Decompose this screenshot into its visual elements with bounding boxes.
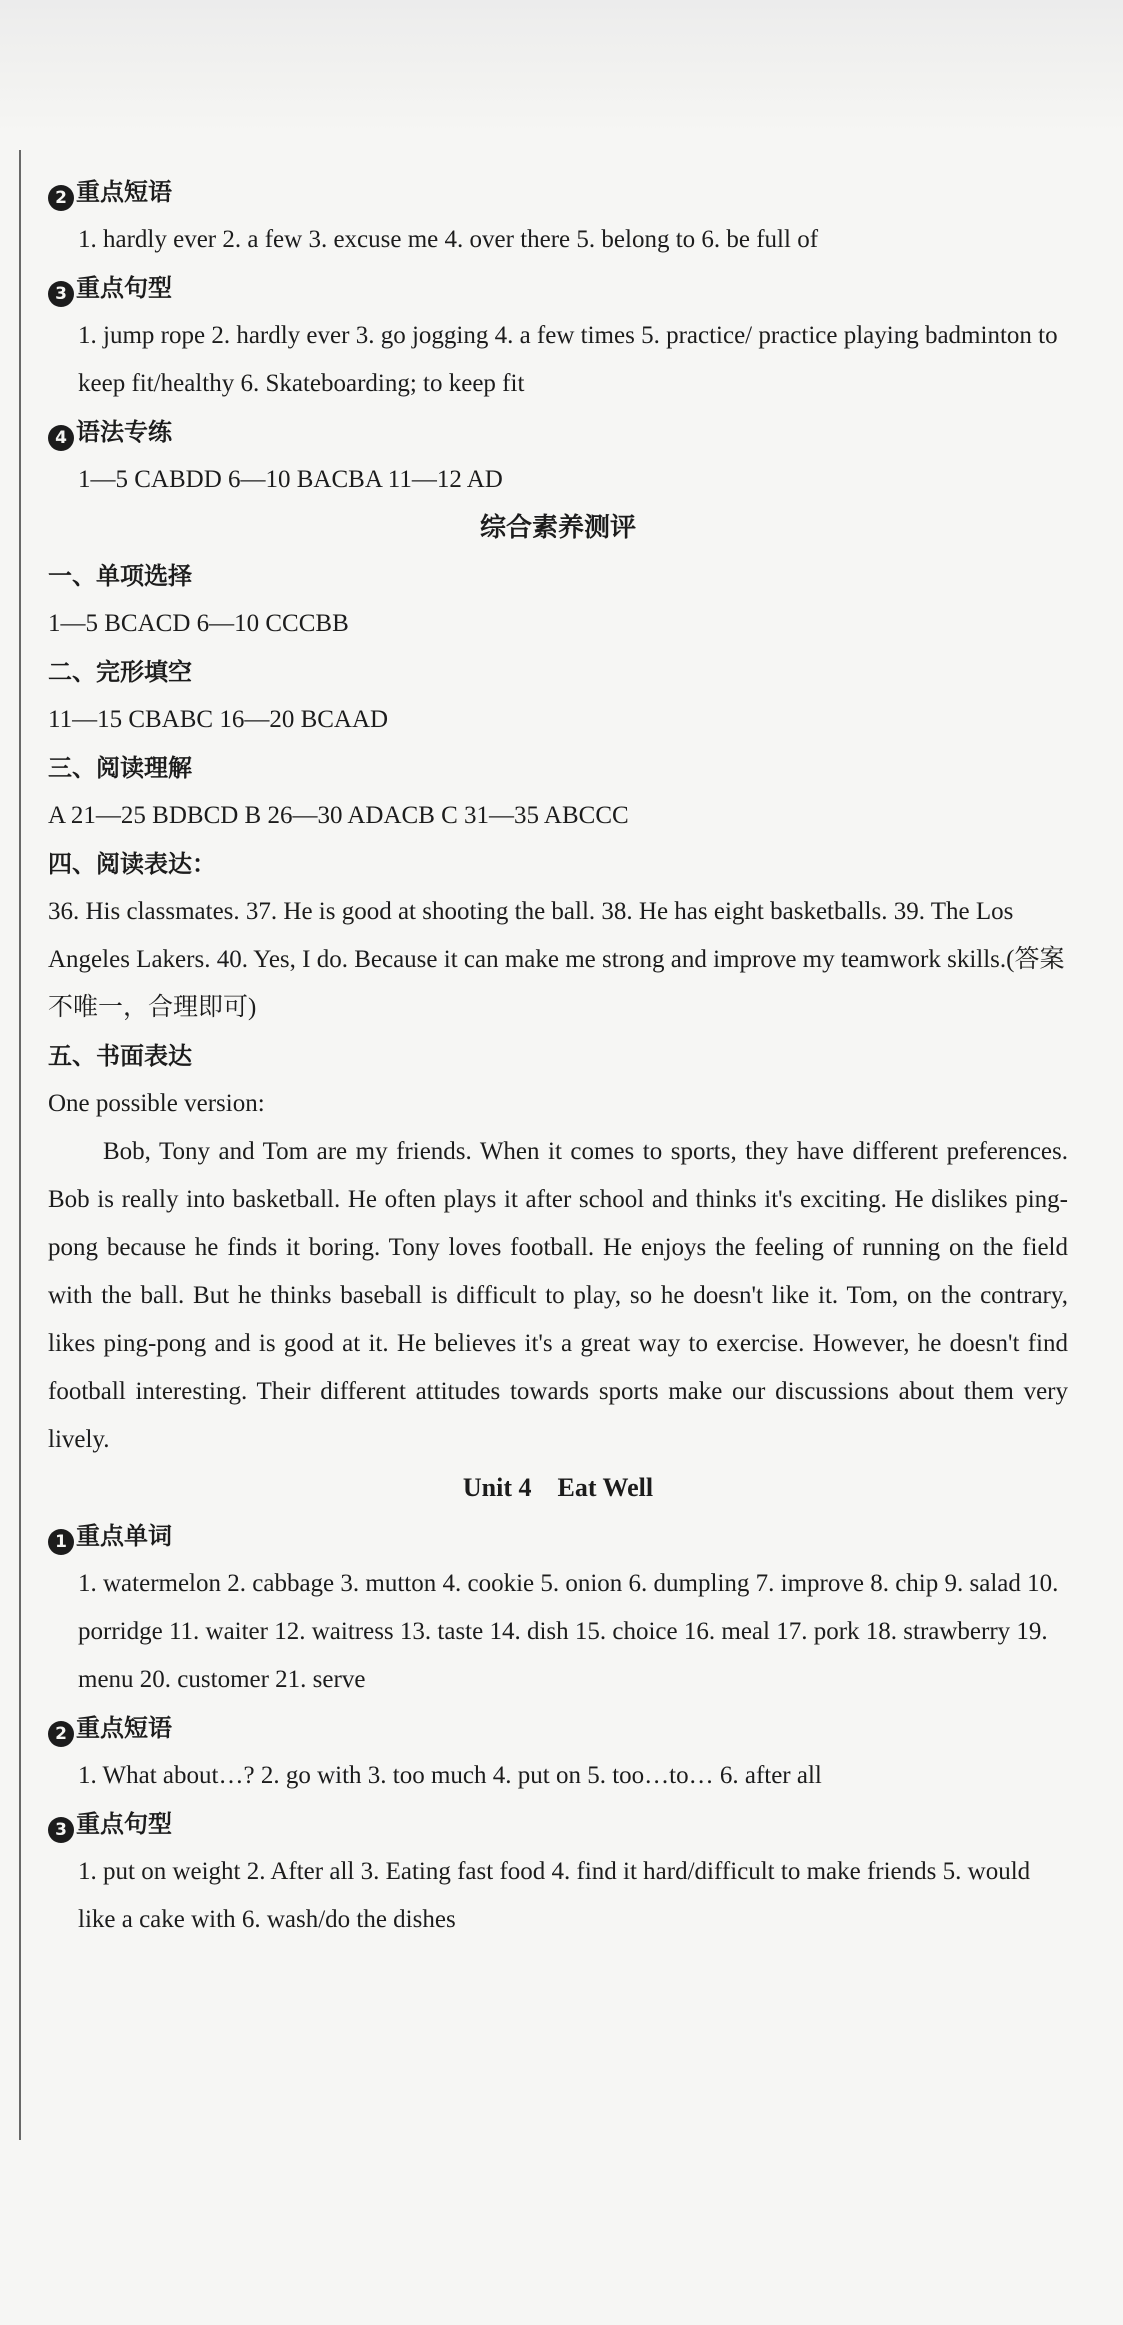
answer-page (48, 168, 1068, 1944)
circled-number-3-icon: 3 (48, 281, 74, 307)
section-heading: 1 重点单词 (48, 1512, 1068, 1560)
answer-text: 11—15 CBABC 16—20 BCAAD (48, 706, 389, 733)
answer-text: 1. What about…? 2. go with 3. too much 4. put on 5. too…to… 6. after all (78, 1762, 822, 1789)
essay-body: Bob, Tony and Tom are my friends. When it comes to sports, they have different preferences. Bob is really into basketball. He often plays it after school and thinks it's exciting. He dislikes ping-pong because he finds it boring. Tony loves football. He enjoys the feeling of running on the field with the ball. But he thinks baseball is difficult to play, so he doesn't like it. Tom, on the contrary, likes ping-pong and is good at it. He believes it's a great way to exercise. However, he doesn't find football interesting. Their different attitudes towards sports make our discussions about them very lively. (48, 1138, 1068, 1453)
part-heading: 三、阅读理解 (48, 754, 192, 782)
margin-rule (19, 150, 21, 2140)
circled-number-4-icon: 4 (48, 425, 74, 451)
part-heading: 五、书面表达 (48, 1042, 192, 1070)
answer-text: 36. His classmates. 37. He is good at shooting the ball. 38. He has eight basketballs. 39. The Los Angeles Lakers. 40. Yes, I do. Because it can make me strong and improve my teamwork skills.(答案不唯一，合理即可) (48, 898, 1065, 1021)
part-heading: 四、阅读表达： (48, 850, 216, 878)
unit-title: Unit 4 Eat Well (462, 1473, 654, 1502)
part-heading: 二、完形填空 (48, 658, 192, 686)
section-heading: 2 重点短语 (48, 168, 1068, 216)
circled-number-2-icon: 2 (48, 185, 74, 211)
section-heading: 2 重点短语 (48, 1704, 1068, 1752)
answer-text: 1. hardly ever 2. a few 3. excuse me 4. over there 5. belong to 6. be full of (78, 226, 819, 253)
answer-text: 1. put on weight 2. After all 3. Eating fast food 4. find it hard/difficult to make friends 5. would like a cake with 6. wash/do the dishes (78, 1858, 1031, 1933)
part-heading: 一、单项选择 (48, 562, 192, 590)
scan-top-shadow (0, 0, 1123, 135)
answer-text: A 21—25 BDBCD B 26—30 ADACB C 31—35 ABCCC (48, 802, 629, 829)
circled-number-1-icon: 1 (48, 1529, 74, 1555)
circled-number-3-icon: 3 (48, 1817, 74, 1843)
test-title: 综合素养测评 (479, 513, 636, 543)
answer-text: 1—5 CABDD 6—10 BACBA 11—12 AD (78, 466, 503, 493)
circled-number-2-icon: 2 (48, 1721, 74, 1747)
answer-text: 1. watermelon 2. cabbage 3. mutton 4. cookie 5. onion 6. dumpling 7. improve 8. chip 9. salad 10. porridge 11. waiter 12. waitress 13. taste 14. dish 15. choice 16. meal 17. pork 18. strawberry 19. menu 20. customer 21. serve (78, 1570, 1059, 1693)
section-heading: 3 重点句型 (48, 1800, 1068, 1848)
section-heading: 4 语法专练 (48, 408, 1068, 456)
essay-intro: One possible version: (48, 1090, 265, 1117)
answer-text: 1. jump rope 2. hardly ever 3. go jogging 4. a few times 5. practice/ practice playing badminton to keep fit/healthy 6. Skateboarding; to keep fit (78, 322, 1058, 397)
section-heading: 3 重点句型 (48, 264, 1068, 312)
answer-text: 1—5 BCACD 6—10 CCCBB (48, 610, 349, 637)
